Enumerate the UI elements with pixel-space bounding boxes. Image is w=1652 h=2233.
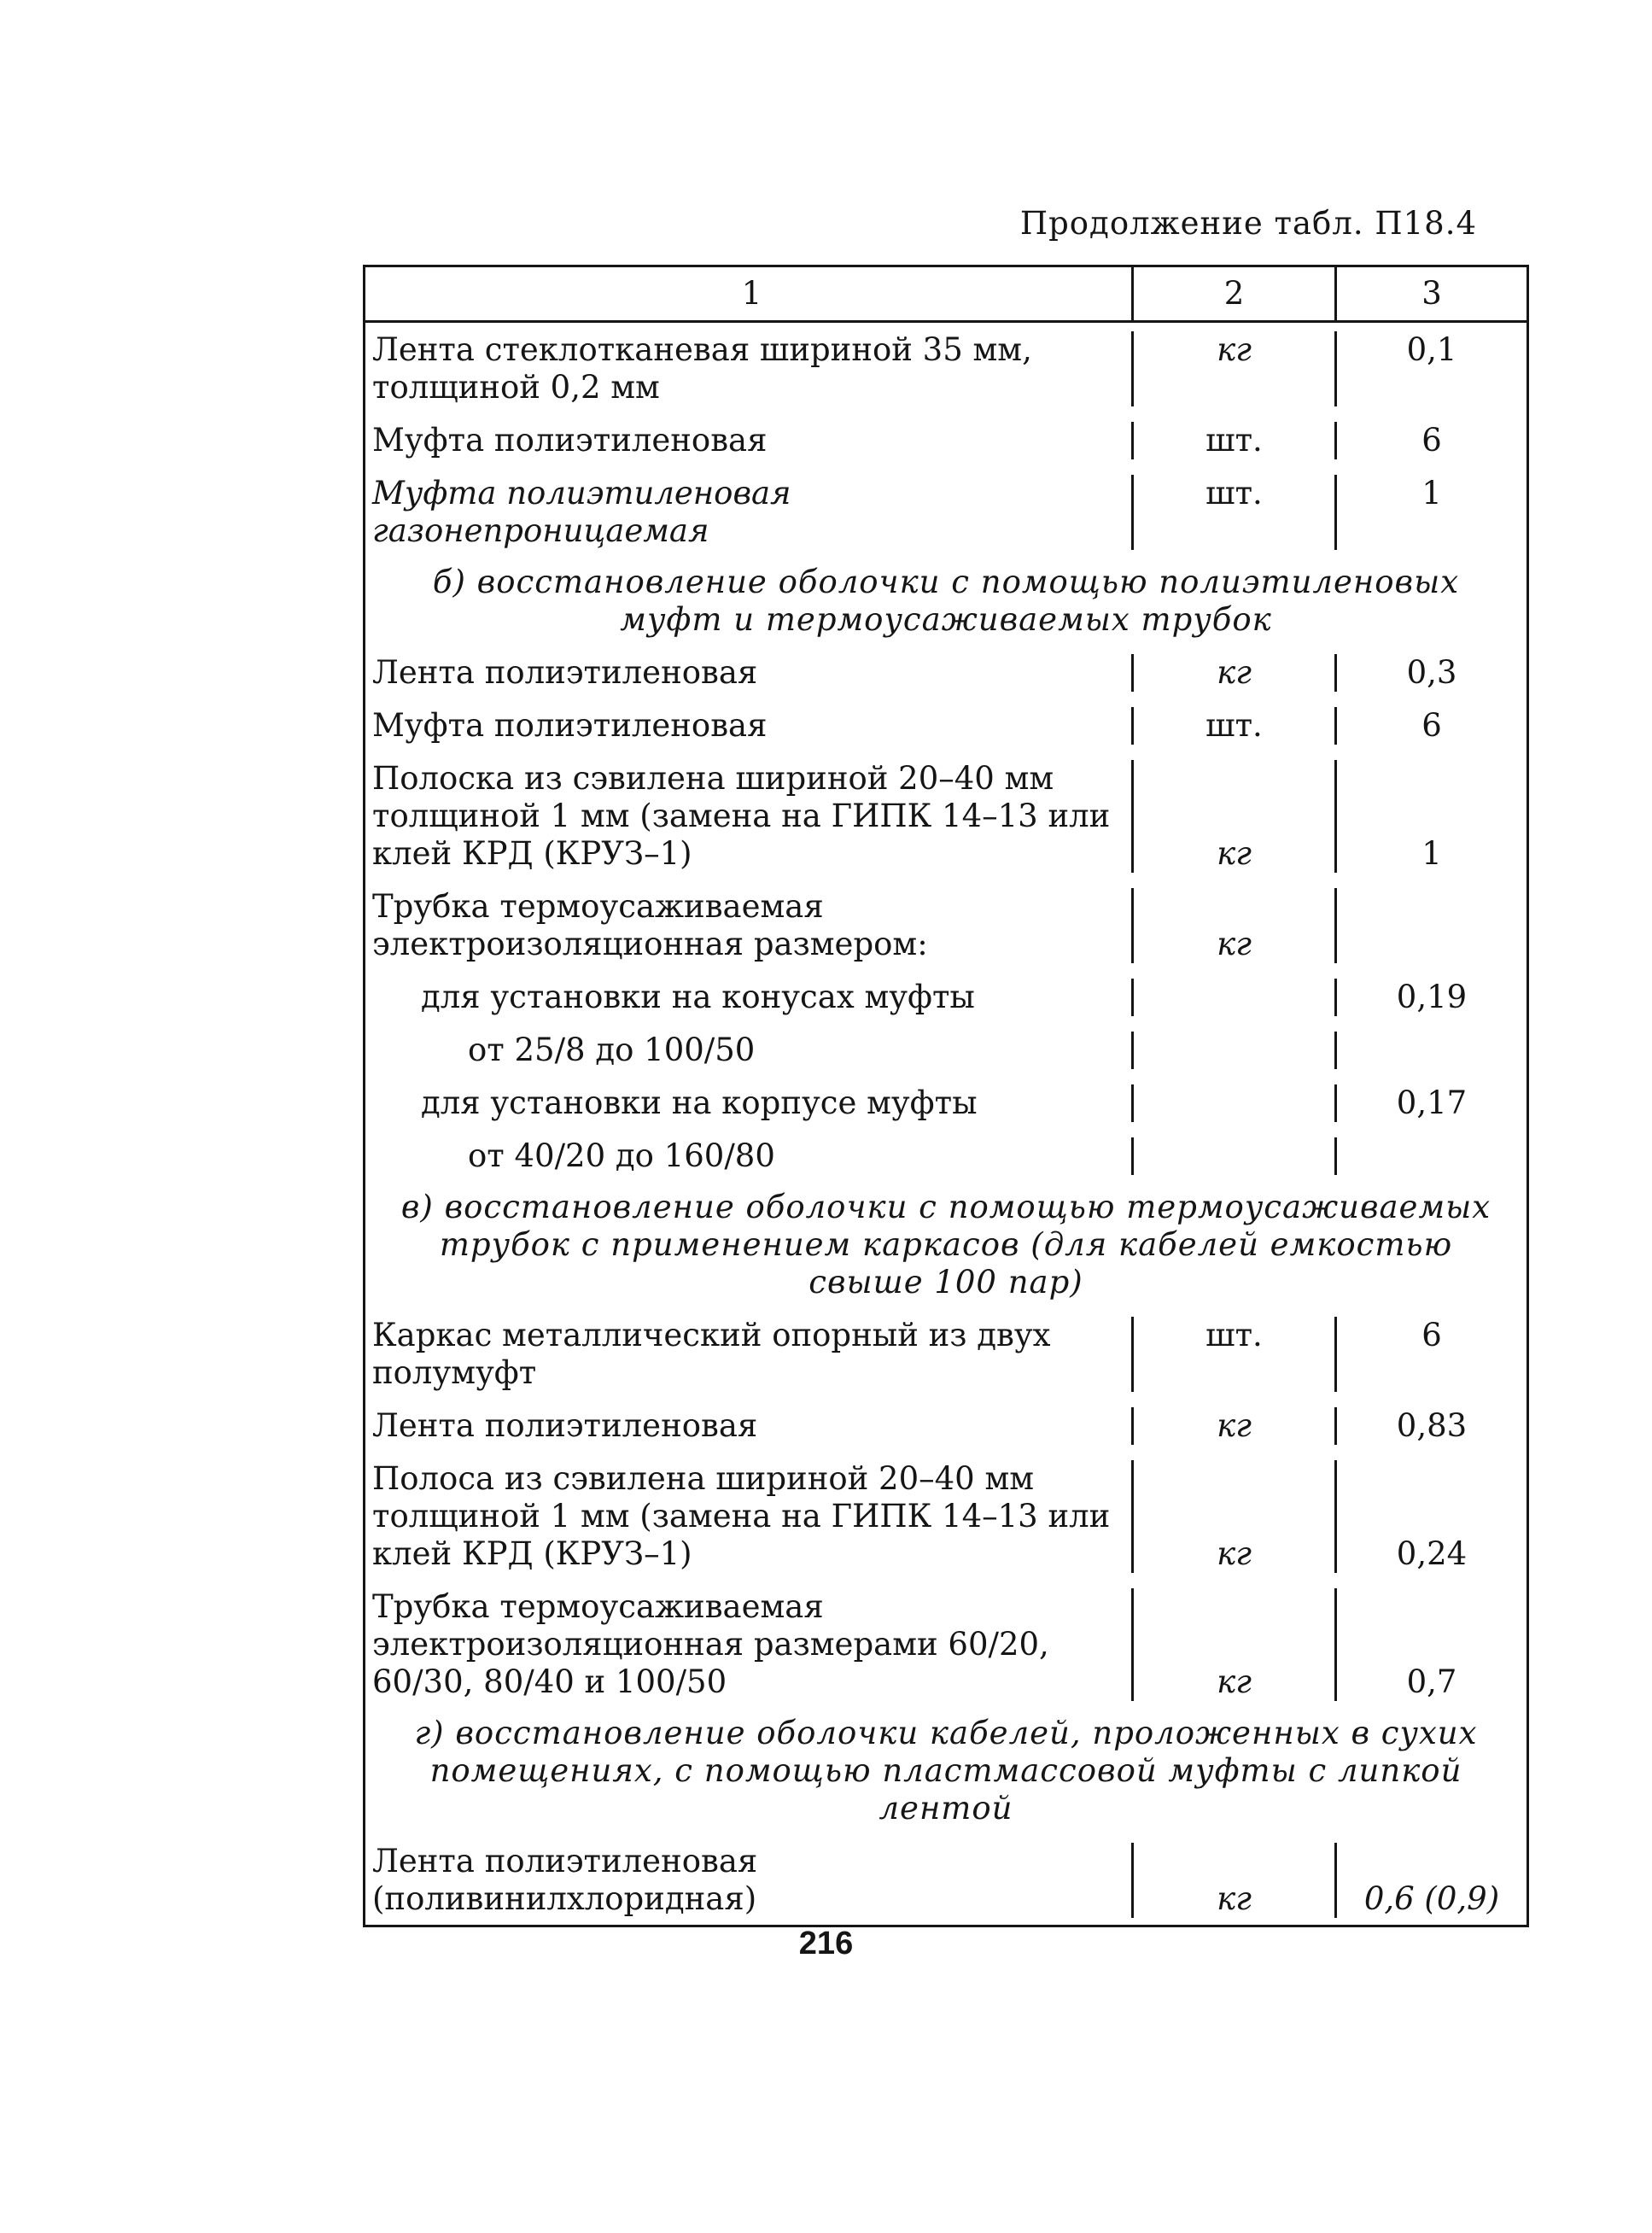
row-value: 0,83 — [1396, 1407, 1468, 1444]
section-heading-b: б) восстановление оболочки с помощью полиэтиленовых муфт и термоусаживаемых трубок — [432, 564, 1460, 638]
row-name: Лента полиэтиленовая (поливинилхлоридная) — [365, 1843, 1134, 1918]
table-caption: Продолжение табл. П18.4 — [1019, 205, 1477, 242]
row-unit: кг — [1134, 331, 1337, 406]
row-name: Полоска из сэвилена шириной 20–40 мм толщиной 1 мм (замена на ГИПК 14–13 или клей КРД (КРУЗ–1) — [365, 760, 1134, 873]
table-row — [365, 646, 1526, 699]
row-value: 1 — [1421, 835, 1442, 872]
table-row — [365, 1129, 1526, 1182]
table-row — [365, 699, 1526, 751]
row-name: Муфта полиэтиленовая — [365, 422, 1134, 459]
table-row — [365, 1023, 1526, 1076]
row-name: от 40/20 до 160/80 — [365, 1137, 1134, 1175]
table-row — [365, 466, 1526, 557]
row-value — [1337, 888, 1526, 963]
row-value: 0,1 — [1406, 331, 1457, 368]
row-name: Трубка термоусаживаемая электроизоляционная размерами 60/20, 60/30, 80/40 и 100/50 — [365, 1588, 1134, 1701]
table-row — [365, 1308, 1526, 1399]
row-unit — [1134, 1137, 1337, 1175]
row-name: для установки на корпусе муфты — [365, 1084, 1134, 1122]
table-row — [365, 880, 1526, 970]
row-unit — [1134, 979, 1337, 1016]
row-name: Лента полиэтиленовая — [365, 654, 1134, 692]
table-row — [365, 970, 1526, 1023]
row-value: 0,3 — [1406, 654, 1457, 691]
section-heading-g: г) восстановление оболочки кабелей, проложенных в сухих помещениях, с помощью пластмассовой муфты с липкой лентой — [414, 1715, 1478, 1827]
row-name: Трубка термоусаживаемая электроизоляционная размером: — [365, 888, 1134, 963]
row-value — [1337, 1137, 1526, 1175]
row-name: Каркас металлический опорный из двух полумуфт — [365, 1317, 1134, 1392]
table-row — [365, 1834, 1526, 1925]
row-name: Полоса из сэвилена шириной 20–40 мм толщиной 1 мм (замена на ГИПК 14–13 или клей КРД (КРУЗ–1) — [365, 1460, 1134, 1573]
table-row — [365, 413, 1526, 466]
row-name: от 25/8 до 100/50 — [365, 1032, 1134, 1069]
header-col-3: 3 — [1421, 275, 1442, 312]
section-heading-v: в) восстановление оболочки с помощью термоусаживаемых трубок с применением каркасов (для кабелей емкостью свыше 100 пар) — [400, 1189, 1491, 1301]
table-row — [365, 751, 1526, 880]
row-unit: шт. — [1134, 475, 1337, 550]
row-unit — [1134, 1084, 1337, 1122]
row-name: Муфта полиэтиленовая — [365, 707, 1134, 745]
row-unit: шт. — [1134, 422, 1337, 459]
row-unit: кг — [1134, 1407, 1337, 1445]
table-row — [365, 1076, 1526, 1129]
row-value: 0,19 — [1396, 979, 1468, 1015]
row-value: 0,6 (0,9) — [1363, 1880, 1500, 1917]
row-unit: кг — [1134, 760, 1337, 873]
row-name: Лента стеклотканевая шириной 35 мм, толщиной 0,2 мм — [365, 331, 1134, 406]
row-name: Муфта полиэтиленовая газонепроницаемая — [365, 475, 1134, 550]
table-header-row — [365, 267, 1526, 323]
row-unit: кг — [1134, 888, 1337, 963]
row-value: 0,7 — [1406, 1663, 1457, 1700]
row-unit: шт. — [1134, 1317, 1337, 1392]
row-value — [1337, 1032, 1526, 1069]
row-value: 6 — [1421, 422, 1442, 459]
row-value: 0,24 — [1396, 1535, 1468, 1572]
row-value: 6 — [1421, 707, 1442, 744]
row-value: 1 — [1421, 475, 1442, 511]
row-unit: шт. — [1134, 707, 1337, 745]
row-value: 6 — [1421, 1317, 1442, 1353]
row-unit: кг — [1134, 1460, 1337, 1573]
table-row — [365, 1399, 1526, 1452]
row-unit: кг — [1134, 654, 1337, 692]
table-row — [365, 1452, 1526, 1580]
row-unit: кг — [1134, 1588, 1337, 1701]
header-col-1: 1 — [365, 267, 1134, 320]
row-unit: кг — [1134, 1843, 1337, 1918]
table-row — [365, 1580, 1526, 1708]
row-name: для установки на конусах муфты — [365, 979, 1134, 1016]
materials-table — [363, 265, 1529, 1927]
row-unit — [1134, 1032, 1337, 1069]
table-row — [365, 323, 1526, 413]
row-value: 0,17 — [1396, 1084, 1468, 1121]
page-number: 216 — [798, 1926, 854, 1961]
header-col-2: 2 — [1134, 267, 1337, 320]
row-name: Лента полиэтиленовая — [365, 1407, 1134, 1445]
